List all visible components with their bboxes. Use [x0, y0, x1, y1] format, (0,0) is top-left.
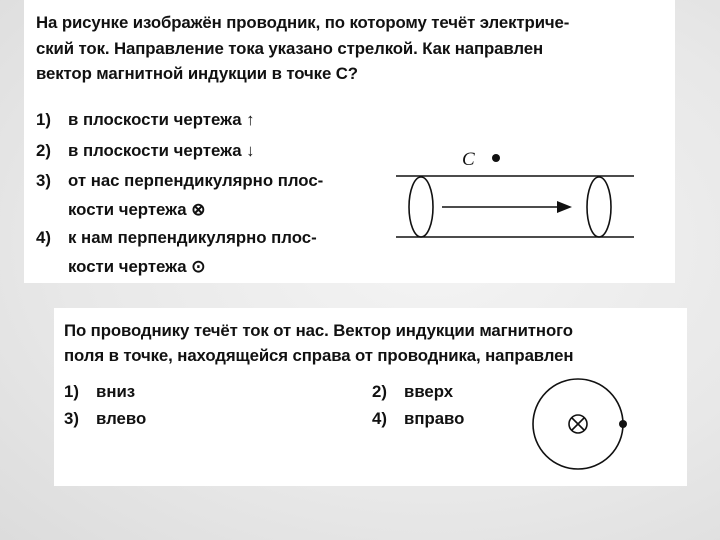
problem-1-stem-line-2: ский ток. Направление тока указано стрелкой. Как направлен — [36, 39, 543, 58]
point-c-label: C — [462, 149, 475, 170]
problem-2-stem-line-1: По проводнику течёт ток от нас. Вектор индукции магнитного — [64, 321, 573, 340]
option-text: от нас перпендикулярно плос- — [68, 171, 324, 190]
field-point-dot — [619, 420, 627, 428]
option-number: 3) — [36, 171, 51, 190]
option-text: вверх — [404, 382, 454, 401]
problem-1-card — [24, 0, 675, 283]
problem-2-card — [54, 308, 687, 486]
option-text: кости чертежа ⊙ — [68, 257, 206, 276]
conductor-figure — [24, 0, 675, 283]
option-number: 3) — [64, 409, 79, 428]
option-number: 4) — [36, 228, 51, 247]
conductor-right-cross-section — [587, 177, 611, 237]
option-number: 2) — [372, 382, 387, 401]
option-number: 2) — [36, 141, 51, 160]
option-text: влево — [96, 409, 147, 428]
problem-1-stem-line-3: вектор магнитной индукции в точке C? — [36, 64, 358, 83]
option-number: 1) — [36, 110, 51, 129]
option-text: вниз — [96, 382, 136, 401]
option-text: к нам перпендикулярно плос- — [68, 228, 317, 247]
point-c-dot — [492, 154, 500, 162]
current-arrow-head — [557, 201, 572, 213]
conductor-left-cross-section — [409, 177, 433, 237]
field-line-figure — [54, 308, 687, 486]
option-text: вправо — [404, 409, 465, 428]
problem-1-stem-line-1: На рисунке изображён проводник, по которому течёт электриче- — [36, 13, 570, 32]
problem-2-stem-line-2: поля в точке, находящейся справа от проводника, направлен — [64, 346, 574, 365]
option-text: в плоскости чертежа ↓ — [68, 141, 255, 160]
option-text: кости чертежа ⊗ — [68, 200, 206, 219]
option-number: 4) — [372, 409, 387, 428]
option-text: в плоскости чертежа ↑ — [68, 110, 255, 129]
option-number: 1) — [64, 382, 79, 401]
